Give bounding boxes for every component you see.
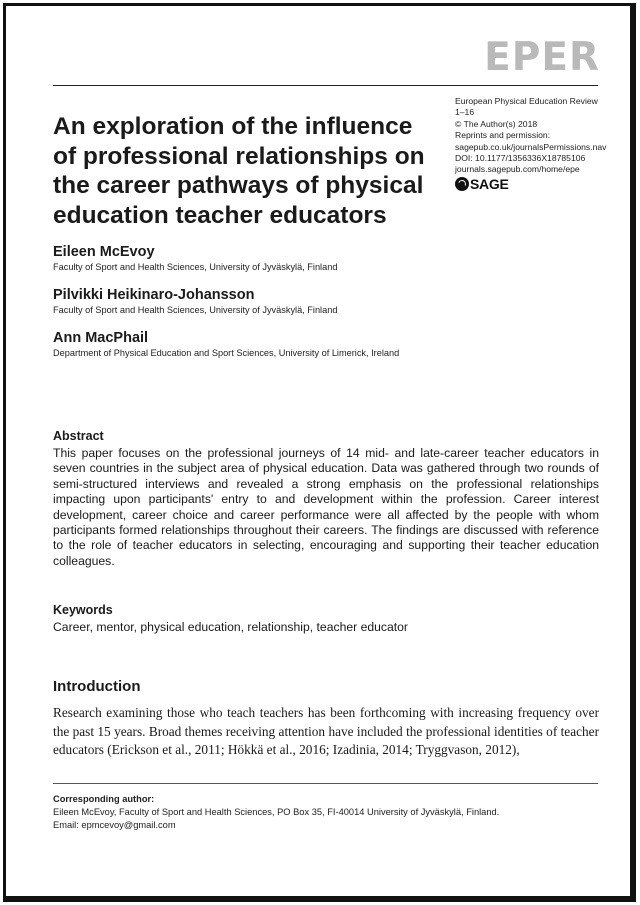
footnote-rule [53, 783, 598, 784]
copyright-line: © The Author(s) 2018 [455, 118, 538, 129]
journal-name: European Physical Education Review [455, 96, 598, 106]
permissions-link[interactable]: sagepub.co.uk/journalsPermissions.nav [455, 141, 607, 152]
journal-metadata [455, 96, 625, 176]
author-block [53, 243, 337, 273]
keywords-heading: Keywords [53, 603, 113, 617]
introduction-text: Research examining those who teach teachers has been forthcoming with increasing frequency over the past 15 years. Broad themes receiving attention have included the professional identities of teacher educators (Erickson et al., 2011; Hökkä et al., 2016; Izadinia, 2014; Tryggvason, 2012), [53, 705, 599, 757]
author-name: Ann MacPhail [53, 330, 149, 346]
journal-home-link[interactable]: journals.sagepub.com/home/epe [455, 164, 580, 175]
journal-logo: EPER [484, 35, 600, 80]
keywords-text: Career, mentor, physical education, relationship, teacher educator [53, 620, 408, 634]
publisher-logo [455, 176, 508, 192]
header-rule [53, 85, 598, 86]
sage-logo-icon [455, 177, 469, 191]
author-affiliation: Department of Physical Education and Sport Sciences, University of Limerick, Ireland [53, 348, 400, 358]
author-affiliation: Faculty of Sport and Health Sciences, University of Jyväskylä, Finland [53, 262, 338, 272]
abstract-heading: Abstract [53, 429, 104, 443]
doi-link[interactable]: DOI: 10.1177/1356336X18785106 [455, 153, 586, 164]
corresponding-author-address: Eileen McEvoy, Faculty of Sport and Health Sciences, PO Box 35, FI-40014 University of Jyväskylä, Finland. [53, 807, 500, 817]
corresponding-author-note [53, 793, 499, 832]
author-affiliation: Faculty of Sport and Health Sciences, University of Jyväskylä, Finland [53, 305, 338, 315]
abstract-text: This paper focuses on the professional journeys of 14 mid- and late-career teacher educators in seven countries in the subject area of physical education. Data was gathered through two rounds of semi-structured interviews and revealed a strong emphasis on the professional relationships impacting upon participants' entry to and development within the profession. Career interest development, career choice and career performance were all affected by the people with whom participants formed relationships throughout their careers. The findings are discussed with reference to the role of teacher educators in selecting, encouraging and supporting their teacher education colleagues. [53, 446, 599, 568]
corresponding-author-label: Corresponding author: [53, 794, 155, 804]
author-name: Eileen McEvoy [53, 244, 155, 260]
author-block [53, 286, 337, 316]
reprints-label: Reprints and permission: [455, 130, 551, 141]
article-title: An exploration of the influence of professional relationships on the career pathways of physical education teacher educators [53, 113, 425, 229]
author-block [53, 329, 399, 359]
page-range: 1–16 [455, 107, 475, 118]
introduction-heading: Introduction [53, 678, 141, 695]
publisher-name: SAGE [470, 176, 509, 192]
author-name: Pilvikki Heikinaro-Johansson [53, 287, 255, 303]
corresponding-author-email[interactable]: Email: epmcevoy@gmail.com [53, 820, 176, 830]
